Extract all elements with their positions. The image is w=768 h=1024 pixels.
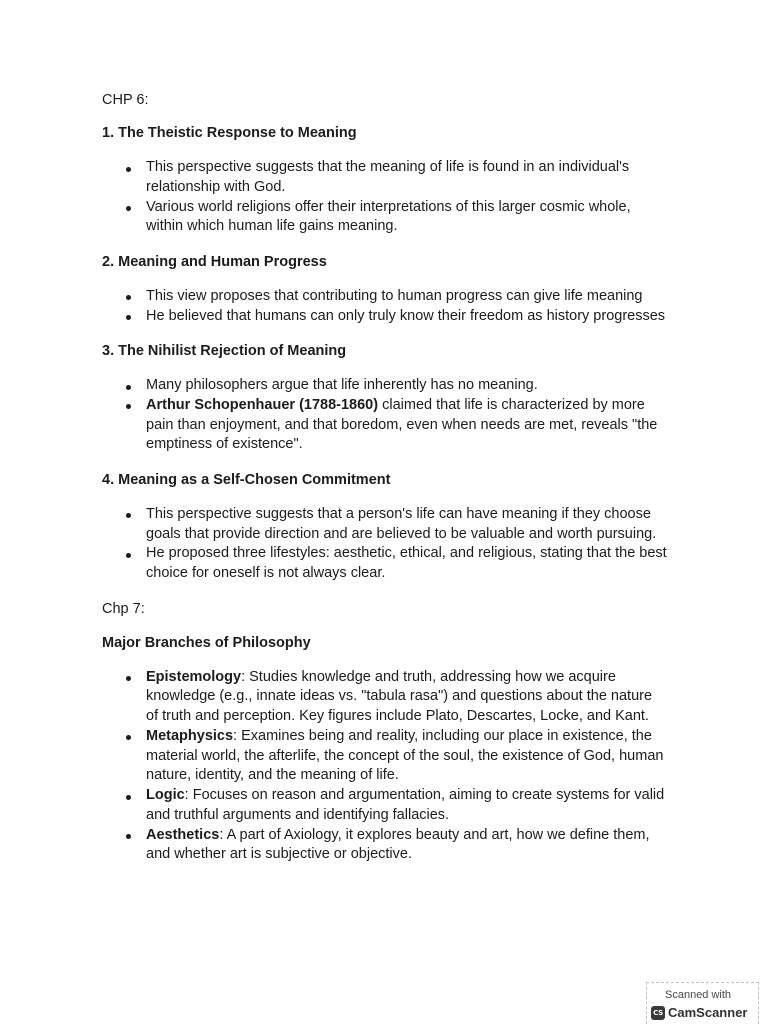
bullet-item <box>146 158 722 198</box>
bullet-item <box>146 198 722 238</box>
bullet-list <box>102 505 722 584</box>
document-body <box>102 90 722 880</box>
bullet-text: This perspective suggests that the meaning of life is found in an individual's relationship with God. <box>146 159 630 195</box>
bullet-text: claimed that life is characterized by more pain than enjoyment, and that boredom, even when needs are met, reveals "the emptiness of existence". <box>146 396 658 453</box>
bullet-list <box>102 158 722 237</box>
watermark-brand: CamScanner <box>668 1005 748 1020</box>
bullet-text: This view proposes that contributing to human progress can give life meaning <box>146 287 643 304</box>
section-heading: 2. Meaning and Human Progress <box>102 253 327 270</box>
chapter-label: CHP 6: <box>102 92 149 108</box>
bullet-item <box>146 396 722 455</box>
watermark-caption: Scanned with <box>665 989 732 1001</box>
bullet-term: Epistemology <box>146 668 242 685</box>
chapter-7 <box>102 599 722 866</box>
bullet-item <box>146 307 722 327</box>
section-heading: 4. Meaning as a Self-Chosen Commitment <box>102 471 391 488</box>
watermark-brand-row <box>651 1005 747 1021</box>
bullet-term: Arthur Schopenhauer (1788-1860) <box>146 396 379 413</box>
bullet-term: Aesthetics <box>146 826 220 843</box>
bullet-list <box>102 668 722 866</box>
camscanner-watermark <box>646 982 759 1024</box>
chapter-label: Chp 7: <box>102 600 145 617</box>
bullet-text: He proposed three lifestyles: aesthetic, ethical, and religious, stating that the best choice for oneself is not always clear. <box>146 545 667 581</box>
bullet-item <box>146 505 722 545</box>
bullet-item <box>146 826 722 866</box>
bullet-list <box>102 376 722 455</box>
bullet-term: Logic <box>146 787 185 803</box>
bullet-item <box>146 668 722 727</box>
section-heading: 1. The Theistic Response to Meaning <box>102 125 357 141</box>
bullet-text: : Examines being and reality, including our place in existence, the material world, the afterlife, the concept of the soul, the existence of God, human nature, identity, and the meaning of life. <box>146 727 664 784</box>
camscanner-logo-icon: CS <box>651 1006 665 1020</box>
bullet-term: Metaphysics <box>146 727 234 744</box>
bullet-item <box>146 786 722 826</box>
bullet-text: : A part of Axiology, it explores beauty and art, how we define them, and whether art is subjective or objective. <box>146 826 650 863</box>
chapter-6 <box>102 90 722 584</box>
bullet-text: He believed that humans can only truly know their freedom as history progresses <box>146 307 666 324</box>
bullet-list <box>102 287 722 327</box>
bullet-text: Various world religions offer their interpretations of this larger cosmic whole, within which human life gains meaning. <box>146 198 631 235</box>
bullet-item <box>146 376 722 396</box>
bullet-text: : Focuses on reason and argumentation, aiming to create systems for valid and truthful arguments and identifying fallacies. <box>146 787 665 823</box>
section-heading: Major Branches of Philosophy <box>102 634 311 651</box>
bullet-item <box>146 727 722 786</box>
bullet-text: This perspective suggests that a person's life can have meaning if they choose goals that provide direction and are believed to be valuable and worth pursuing. <box>146 505 657 542</box>
bullet-text: Many philosophers argue that life inherently has no meaning. <box>146 377 538 393</box>
bullet-item <box>146 544 722 584</box>
section-heading: 3. The Nihilist Rejection of Meaning <box>102 343 347 359</box>
bullet-item <box>146 287 722 307</box>
bullet-text: : Studies knowledge and truth, addressing how we acquire knowledge (e.g., innate ideas vs. "tabula rasa") and questions about the nature of truth and perception. Key figures include Plato, Descartes, Locke, and Kant. <box>146 668 653 724</box>
